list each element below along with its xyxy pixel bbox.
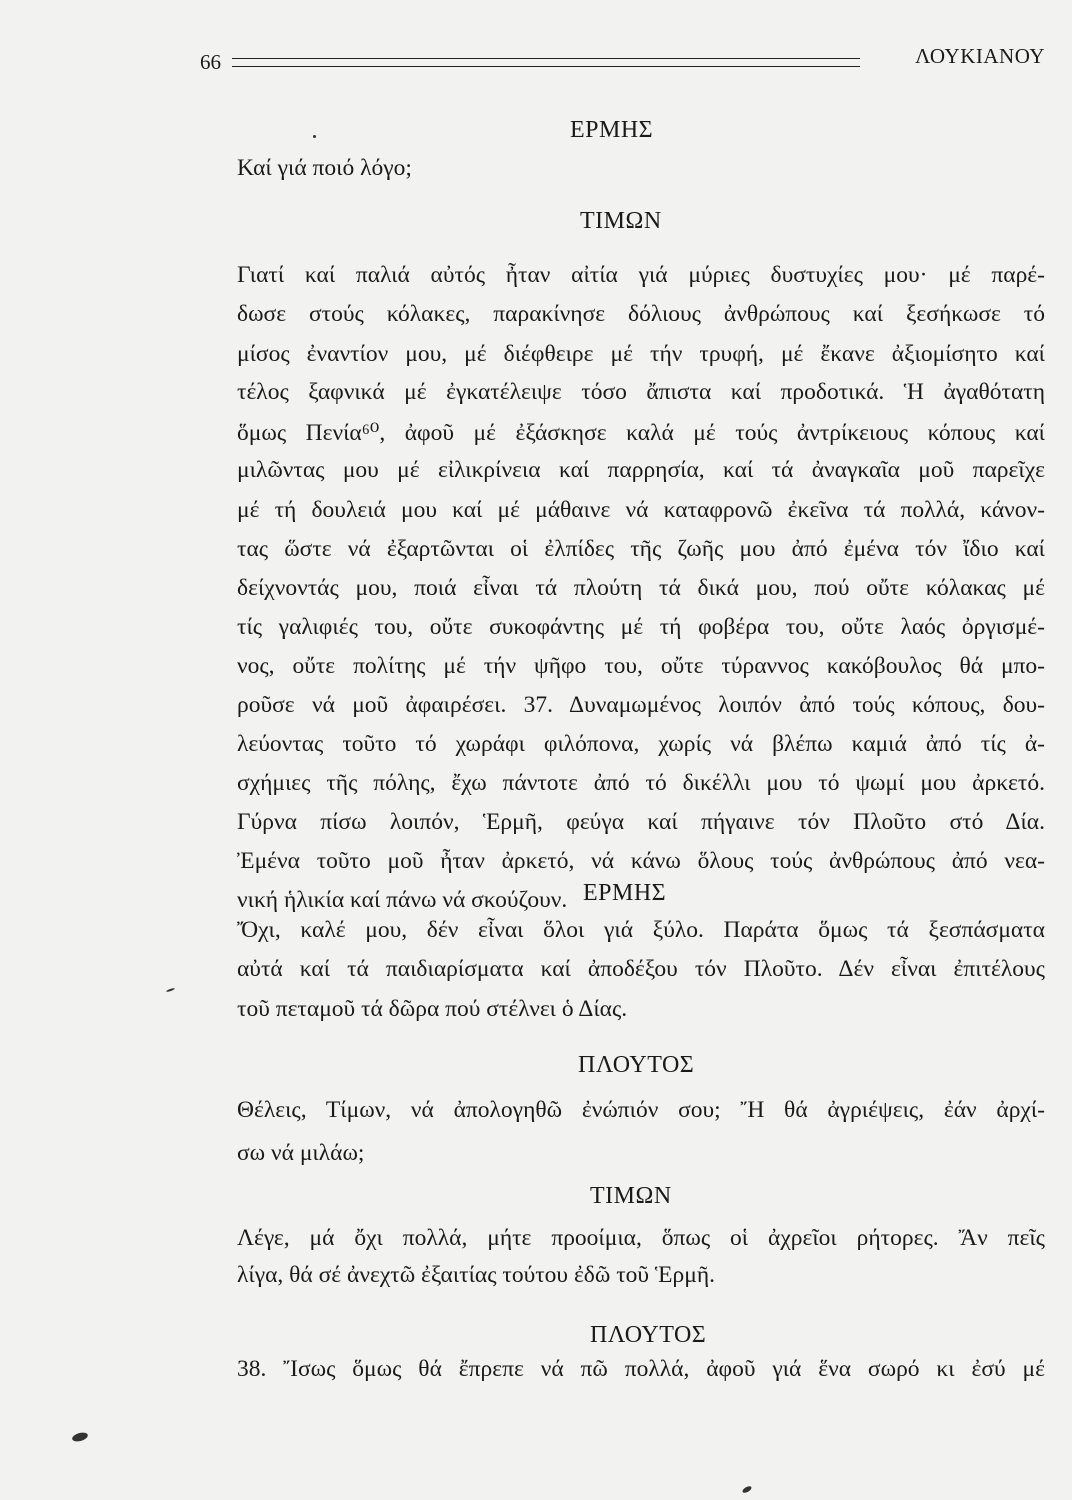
speaker-name: ΕΡΜΗΣ [583, 880, 667, 906]
text-line: λεύοντας τοῦτο τό χωράφι φιλόπονα, χωρίς νά βλέπω καμιά ἀπό τίς ἀ- [237, 731, 1045, 757]
text-line: τίς γαλιφιές του, οὔτε συκοφάντης μέ τή φοβέρα του, οὔτε λαός ὀργισμέ- [237, 614, 1045, 640]
text-line: Λέγε, μά ὄχι πολλά, μήτε προοίμια, ὅπως οἱ ἀχρεῖοι ρήτορες. Ἄν πεῖς [237, 1225, 1045, 1251]
ink-smudge [71, 1431, 89, 1443]
speaker-name: ΠΛΟΥΤΟΣ [590, 1322, 707, 1348]
text-line: αὐτά καί τά παιδιαρίσματα καί ἀποδέξου τόν Πλοῦτο. Δέν εἶναι ἐπιτέλους [237, 956, 1045, 982]
ink-mark [166, 988, 175, 993]
header-double-rule [232, 58, 860, 67]
running-head [200, 40, 1045, 76]
text-line: μίσος ἐναντίον μου, μέ διέφθειρε μέ τήν τρυφή, μέ ἔκανε ἀξιομίσητο καί [237, 341, 1045, 367]
text-line: νος, οὔτε πολίτης μέ τήν ψῆφο του, οὔτε τύραννος κακόβουλος θά μπο- [237, 653, 1045, 679]
text-line: Θέλεις, Τίμων, νά ἀπολογηθῶ ἐνώπιόν σου; Ἤ θά ἀγριέψεις, ἐάν ἀρχί- [237, 1097, 1045, 1123]
text-line: σω νά μιλάω; [237, 1140, 365, 1166]
text-line: Ἐμένα τοῦτο μοῦ ἦταν ἀρκετό, νά κάνω ὅλους τούς ἀνθρώπους ἀπό νεα- [237, 848, 1045, 874]
text-line: δωσε στούς κόλακες, παρακίνησε δόλιους ἀνθρώπους καί ξεσήκωσε τό [237, 301, 1045, 327]
speaker-name: ΤΙΜΩΝ [580, 208, 662, 234]
running-title: ΛΟΥΚΙΑΝΟΥ [915, 44, 1045, 68]
text-line: Ὄχι, καλέ μου, δέν εἶναι ὅλοι γιά ξύλο. Παράτα ὅμως τά ξεσπάσματα [237, 917, 1045, 943]
text-line: Καί γιά ποιό λόγο; [237, 155, 412, 181]
page-number: 66 [200, 50, 221, 74]
text-line: 38. Ἴσως ὅμως θά ἔπρεπε νά πῶ πολλά, ἀφοῦ γιά ἕνα σωρό κι ἐσύ μέ [237, 1356, 1045, 1382]
text-line: ροῦσε νά μοῦ ἀφαιρέσει. 37. Δυναμωμένος λοιπόν ἀπό τούς κόπους, δου- [237, 692, 1045, 718]
text-line: Γιατί καί παλιά αὐτός ἦταν αἰτία γιά μύριες δυστυχίες μου· μέ παρέ- [237, 262, 1045, 288]
speaker-name: ΤΙΜΩΝ [590, 1183, 672, 1209]
text-line: ὅμως Πενία⁶⁰, ἀφοῦ μέ ἐξάσκησε καλά μέ τούς ἀντρίκειους κόπους καί [237, 420, 1045, 446]
text-line: δείχνοντάς μου, ποιά εἶναι τά πλούτη τά δικά μου, πού οὔτε κόλακας μέ [237, 575, 1045, 601]
text-line: Γύρνα πίσω λοιπόν, Ἑρμῆ, φεύγα καί πήγαινε τόν Πλοῦτο στό Δία. [237, 809, 1045, 835]
text-line: τας ὥστε νά ἐξαρτῶνται οἱ ἐλπίδες τῆς ζωῆς μου ἀπό ἐμένα τόν ἴδιο καί [237, 536, 1045, 562]
text-line: μέ τή δουλειά μου καί μέ μάθαινε νά καταφρονῶ ἐκεῖνα τά πολλά, κάνον- [237, 497, 1045, 523]
speaker-name: ΠΛΟΥΤΟΣ [578, 1052, 695, 1078]
text-line: νική ἡλικία καί πάνω νά σκούζουν. [237, 887, 568, 913]
text-line: σχήμιες τῆς πόλης, ἔχω πάντοτε ἀπό τό δικέλλι μου τό ψωμί μου ἀρκετό. [237, 770, 1045, 796]
ink-smudge [741, 1485, 752, 1494]
text-line: τοῦ πεταμοῦ τά δῶρα πού στέλνει ὁ Δίας. [237, 996, 628, 1022]
text-line: λίγα, θά σέ ἀνεχτῶ ἐξαιτίας τούτου ἐδῶ τοῦ Ἑρμῆ. [237, 1262, 715, 1288]
text-line: τέλος ξαφνικά μέ ἐγκατέλειψε τόσο ἄπιστα καί προδοτικά. Ἡ ἀγαθότατη [237, 379, 1045, 405]
speaker-name: ΕΡΜΗΣ [570, 117, 654, 143]
text-line: μιλῶντας μου μέ εἰλικρίνεια καί παρρησία, καί τά ἀναγκαῖα μοῦ παρεῖχε [237, 457, 1045, 483]
ink-dot [313, 135, 316, 138]
